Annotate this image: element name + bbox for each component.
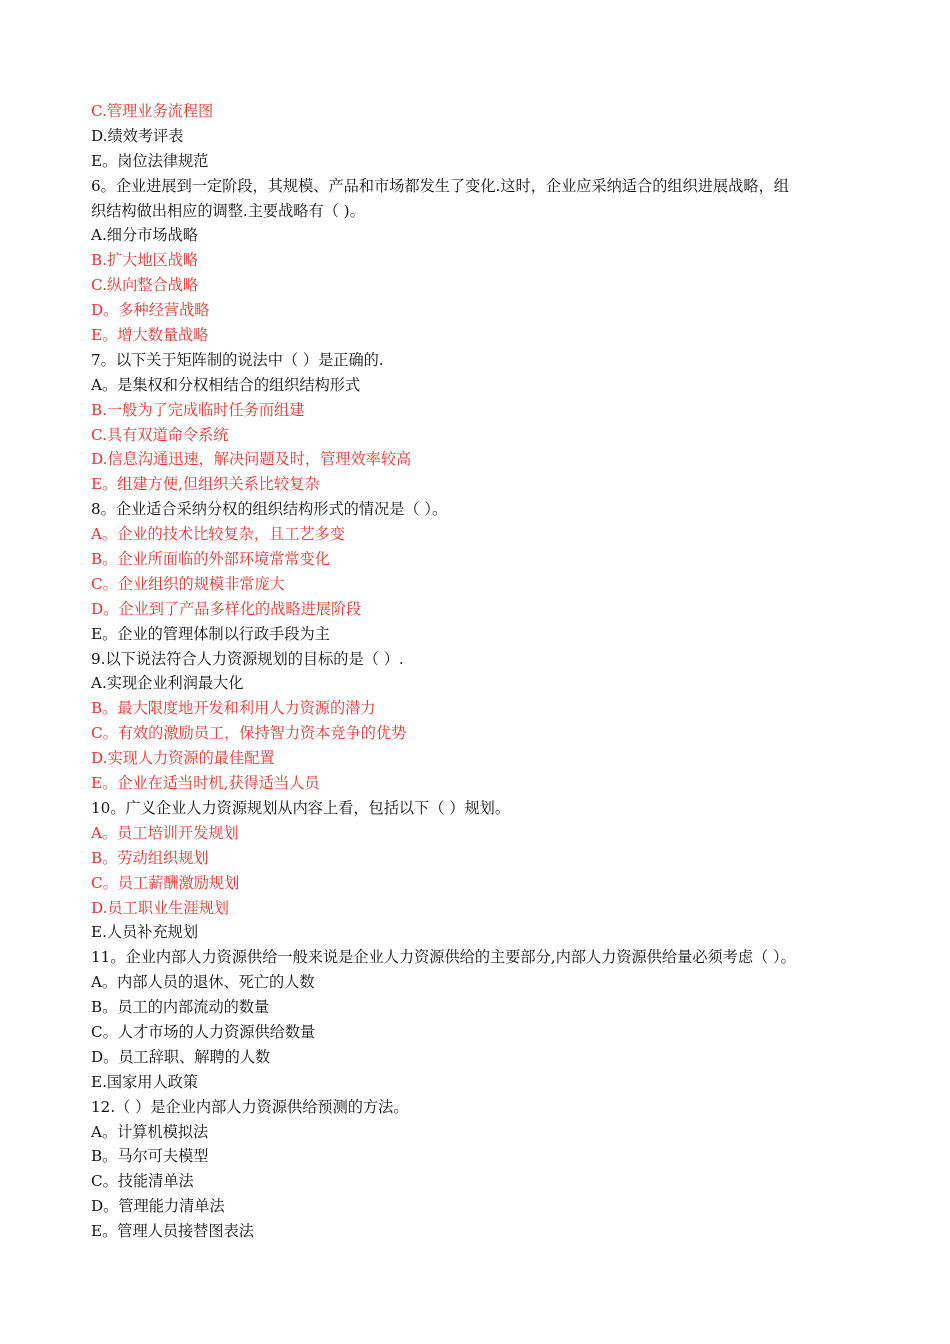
text-line: 7。以下关于矩阵制的说法中（ ）是正确的. <box>91 350 384 369</box>
text-line: D.信息沟通迅速，解决问题及时，管理效率较高 <box>91 450 412 469</box>
text-line: 9.以下说法符合人力资源规划的目标的是（ ）. <box>91 649 404 668</box>
text-line: A。员工培训开发规划 <box>91 823 239 842</box>
document-page <box>91 99 871 1244</box>
text-line: B。劳动组织规划 <box>91 848 209 867</box>
text-line: B。最大限度地开发和利用人力资源的潜力 <box>91 699 376 718</box>
text-line: C。技能清单法 <box>91 1172 194 1191</box>
text-line: E。企业在适当时机,获得适当人员 <box>91 774 320 793</box>
text-line: A.细分市场战略 <box>91 226 198 245</box>
text-line: B.一般为了完成临时任务而组建 <box>91 400 305 419</box>
text-line: A。企业的技术比较复杂，且工艺多变 <box>91 525 345 544</box>
text-line: D。多种经营战略 <box>91 301 210 320</box>
text-line: 11。企业内部人力资源供给一般来说是企业人力资源供给的主要部分,内部人力资源供给量必须考虑（ ）。 <box>91 948 796 967</box>
text-line: C。员工薪酬激励规划 <box>91 873 240 892</box>
text-line: C。有效的激励员工，保持智力资本竞争的优势 <box>91 724 407 743</box>
text-line: A。是集权和分权相结合的组织结构形式 <box>91 375 361 394</box>
text-line: C.纵向整合战略 <box>91 276 199 295</box>
text-line: C.管理业务流程图 <box>91 102 214 120</box>
text-line: 8。企业适合采纳分权的组织结构形式的情况是（ ）。 <box>91 500 448 519</box>
text-line: A.实现企业利润最大化 <box>91 674 244 693</box>
text-line: E.国家用人政策 <box>91 1072 199 1091</box>
text-line: 织结构做出相应的调整.主要战略有（ )。 <box>91 201 365 220</box>
text-line: 12.（ ）是企业内部人力资源供给预测的方法。 <box>91 1097 409 1116</box>
text-line: C。企业组织的规模非常庞大 <box>91 574 285 593</box>
text-line: D。企业到了产品多样化的战略进展阶段 <box>91 599 362 618</box>
text-line: E。岗位法律规范 <box>91 151 209 170</box>
text-line: E。增大数量战略 <box>91 326 209 345</box>
text-line: A。内部人员的退休、死亡的人数 <box>91 973 315 992</box>
text-line: B.扩大地区战略 <box>91 251 199 270</box>
text-line: B。员工的内部流动的数量 <box>91 998 270 1017</box>
text-line: E.人员补充规划 <box>91 923 199 942</box>
text-line: C.具有双道命令系统 <box>91 425 229 444</box>
text-line: E。管理人员接替图表法 <box>91 1222 254 1241</box>
text-line: B。企业所面临的外部环境常常变化 <box>91 550 330 569</box>
text-line: B。马尔可夫模型 <box>91 1147 209 1166</box>
text-line: D。员工辞职、解聘的人数 <box>91 1047 271 1066</box>
text-line: A。计算机模拟法 <box>91 1122 209 1141</box>
text-line: D.员工职业生涯规划 <box>91 898 229 917</box>
text-line: C。人才市场的人力资源供给数量 <box>91 1022 316 1041</box>
text-line: E。组建方便,但组织关系比较复杂 <box>91 475 320 494</box>
text-line: D。管理能力清单法 <box>91 1197 225 1216</box>
text-line: 6。企业进展到一定阶段，其规模、产品和市场都发生了变化.这时，企业应采纳适合的组织进展战略，组 <box>91 176 789 195</box>
text-line: E。企业的管理体制以行政手段为主 <box>91 624 330 643</box>
text-line: D.绩效考评表 <box>91 126 184 145</box>
text-line: D.实现人力资源的最佳配置 <box>91 749 275 768</box>
text-line: 10。广义企业人力资源规划从内容上看，包括以下（ ）规划。 <box>91 798 511 817</box>
